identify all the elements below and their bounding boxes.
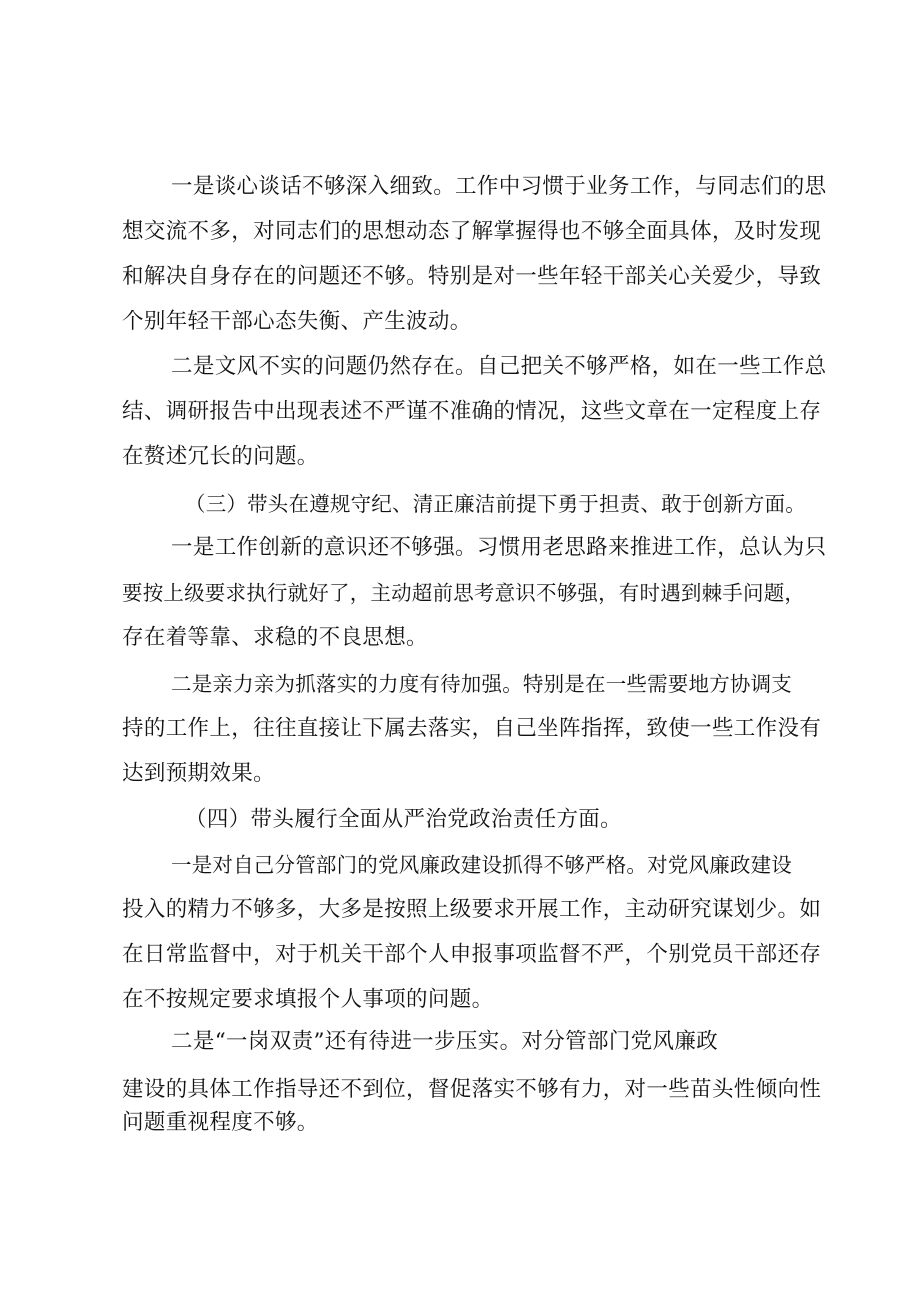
paragraph-5-line-1: 一是对自己分管部门的党风廉政建设抓得不够严格。对党风廉政建设 — [171, 853, 792, 877]
paragraph-2-line-1: 二是文风不实的问题仍然存在。自己把关不够严格，如在一些工作总 — [171, 354, 827, 379]
paragraph-1-line-3: 和解决自身存在的问题还不够。特别是对一些年轻干部关心关爱少，导致 — [122, 264, 822, 289]
paragraph-3-line-3: 存在着等靠、求稳的不良思想。 — [122, 625, 428, 650]
paragraph-4-line-1: 二是亲力亲为抓落实的力度有待加强。特别是在一些需要地方协调支 — [171, 672, 792, 696]
paragraph-3-line-1: 一是工作创新的意识还不够强。习惯用老思路来推进工作，总认为只 — [171, 535, 827, 560]
paragraph-5-line-2: 投入的精力不够多，大多是按照上级要求开展工作，主动研究谋划少。如 — [122, 897, 822, 922]
paragraph-1-line-1: 一是谈心谈话不够深入细致。工作中习惯于业务工作，与同志们的思 — [171, 174, 827, 199]
paragraph-1-line-2: 想交流不多，对同志们的思想动态了解掌握得也不够全面具体，及时发现 — [122, 219, 822, 244]
paragraph-3-line-2: 要按上级要求执行就好了，主动超前思考意识不够强，有时遇到棘手问题， — [122, 581, 806, 605]
paragraph-6-line-1: 二是“一岗双责”还有待进一步压实。对分管部门党风廉政 — [171, 1029, 719, 1054]
paragraph-5-line-4: 在不按规定要求填报个人事项的问题。 — [122, 987, 494, 1012]
paragraph-2-line-3: 在赘述冗长的问题。 — [122, 444, 319, 469]
paragraph-6-line-2: 建设的具体工作指导还不到位，督促落实不够有力，对一些苗头性倾向性 — [122, 1077, 822, 1102]
paragraph-1-line-4: 个别年轻干部心态失衡、产生波动。 — [122, 309, 472, 334]
paragraph-5-line-3: 在日常监督中，对于机关干部个人申报事项监督不严，个别党员干部还存 — [122, 942, 822, 967]
section-heading-3: （三）带头在遵规守纪、清正廉洁前提下勇于担责、敢于创新方面。 — [185, 492, 806, 516]
paragraph-4-line-2: 持的工作上，往往直接让下属去落实，自己坐阵指挥，致使一些工作没有 — [122, 716, 822, 741]
paragraph-6-line-3: 问题重视程度不够。 — [122, 1110, 319, 1135]
paragraph-2-line-2: 结、调研报告中出现表述不严谨不准确的情况，这些文章在一定程度上存 — [122, 399, 822, 424]
section-heading-4: （四）带头履行全面从严治党政治责任方面。 — [185, 807, 623, 832]
paragraph-4-line-3: 达到预期效果。 — [122, 761, 275, 786]
